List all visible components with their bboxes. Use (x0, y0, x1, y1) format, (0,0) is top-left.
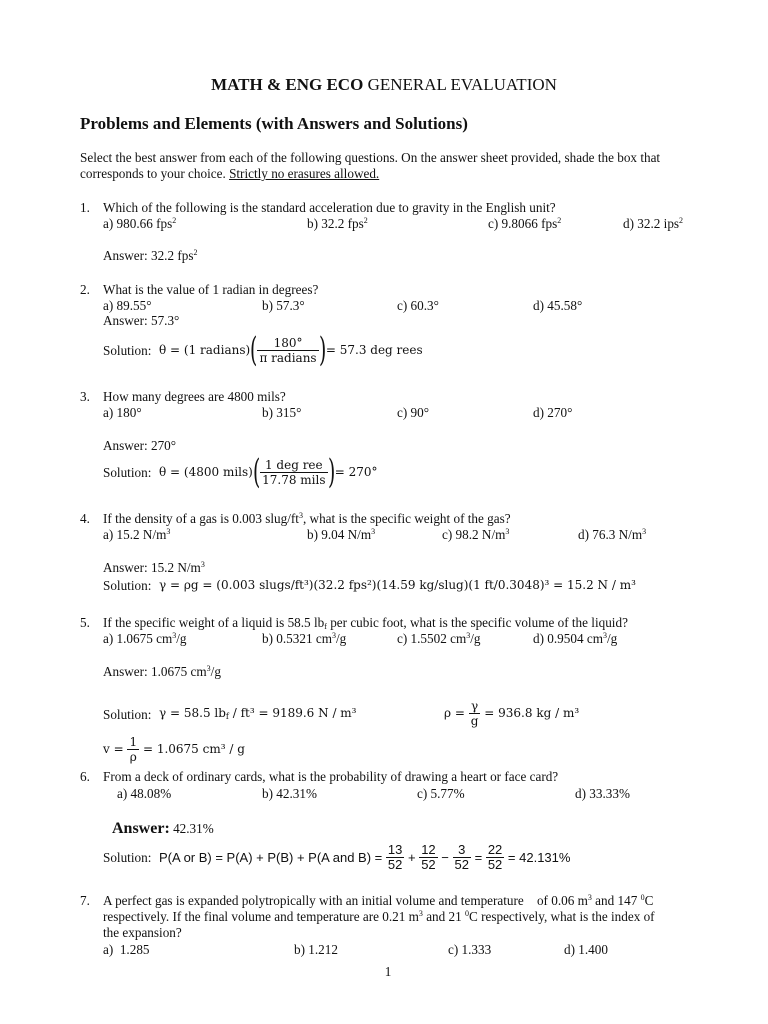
answer-line: Answer: 42.31% (112, 820, 214, 837)
question-number: 3. (80, 389, 90, 404)
question-number: 2. (80, 282, 90, 297)
option-a: a) 1.0675 $cm^3/g$ (103, 631, 187, 646)
solution-equation: γ = 58.5 $lb_f / ft^3 = 9189.6$ N / m³ (159, 706, 357, 721)
solution-equation: γ = ρg = (0.003 slugs/ft³)(32.2 fps²)(14.59 kg/slug)(1 ft/0.3048)³ = 15.2 N / m³ (159, 578, 636, 592)
question-text: From a deck of ordinary cards, what is the probability of drawing a heart or face card? (103, 769, 559, 784)
option-b: b) 315° (262, 405, 302, 420)
option-a: a) 180° (103, 405, 142, 420)
question-number: 6. (80, 769, 90, 784)
option-b: b) 9.04 $N/m^3$ (307, 527, 376, 542)
question-text-line-2: respectively. If the final volume and temperature are 0.21 $m^3$ and 21 $^0$C respectively, what is the index of (103, 909, 655, 924)
instructions-line-1: Select the best answer from each of the following questions. On the answer sheet provided, shade the box that (80, 150, 661, 165)
solution-equation: θ = (4800 mils) ( $\frac{\text{1 deg ree}}{\text{17.78 mils}}$ ) = 270° (159, 452, 378, 492)
density-equation: ρ = $\frac{\gamma}{g}$ = 936.8 kg / m³ (444, 698, 580, 728)
specific-volume-equation: v = $\frac{1}{\rho}$ = 1.0675 cm³ / g (103, 734, 245, 764)
question-number: 1. (80, 200, 90, 215)
solution-equation: P(A or B) = P(A) + P(B) + P(A and B) = $\frac{13}{52}$ + $\frac{12}{52}$ − $\frac{3}{52}$ = $\frac{22}{52}$ = 42.131% (159, 841, 571, 872)
answer-line: Answer: 15.2 $N/m^3$ (103, 560, 205, 575)
page-title: MATH & ENG ECO GENERAL EVALUATION (211, 75, 557, 94)
instructions-line-2: corresponds to your choice. Strictly no erasures allowed. (80, 166, 380, 181)
option-a: a) 89.55° (103, 298, 152, 313)
question-number: 7. (80, 893, 90, 908)
option-c: c) 5.77% (417, 786, 465, 801)
option-c: c) 90° (397, 405, 430, 420)
option-d: d) 32.2 ips$^2$ (623, 216, 684, 231)
option-d: d) 270° (533, 405, 573, 420)
answer-line: Answer: 57.3° (103, 313, 180, 328)
solution-label: Solution: (103, 343, 152, 358)
option-b: b) 57.3° (262, 298, 305, 313)
solution-label: Solution: (103, 465, 152, 480)
no-erasures-note: Strictly no erasures allowed. (229, 166, 380, 181)
option-a: a) 1.285 (103, 942, 150, 957)
question-text-line-3: the expansion? (103, 925, 182, 940)
option-d: d) 1.400 (564, 942, 608, 957)
question-text: How many degrees are 4800 mils? (103, 389, 286, 404)
question-text-line-1: A perfect gas is expanded polytropically with an initial volume and temperature of 0.06 $m^3$ and 147 $^0$C (103, 893, 654, 908)
option-b: b) 42.31% (262, 786, 317, 801)
solution-equation: θ = (1 radians) ( $\frac{180^\circ}{\text{π radians}}$ ) = 57.3 deg rees (159, 330, 423, 370)
answer-line: Answer: 270° (103, 438, 177, 453)
question-text: If the specific weight of a liquid is 58.5 $lb_f$ per cubic foot, what is the specific volume of the liquid? (103, 615, 628, 631)
solution-label: Solution: (103, 578, 152, 593)
solution-label: Solution: (103, 850, 152, 865)
answer-line: Answer: 32.2 fps$^2$ (103, 248, 198, 263)
option-a: a) 48.08% (117, 786, 172, 801)
option-a: a) 15.2 $N/m^3$ (103, 527, 171, 542)
question-text: Which of the following is the standard acceleration due to gravity in the English unit? (103, 200, 556, 215)
question-text: If the density of a gas is 0.003 slug/$ft^3$, what is the specific weight of the gas? (103, 511, 511, 526)
option-a: a) 980.66 fps$^2$ (103, 216, 177, 231)
answer-line: Answer: 1.0675 $cm^3/g$ (103, 664, 221, 679)
option-c: c) 98.2 $N/m^3$ (442, 527, 510, 542)
solution-label: Solution: (103, 707, 152, 722)
option-b: b) 0.5321 $cm^3/g$ (262, 631, 347, 646)
option-d: d) 45.58° (533, 298, 583, 313)
option-c: c) 1.5502 $cm^3/g$ (397, 631, 481, 646)
option-d: d) 0.9504 $cm^3/g$ (533, 631, 618, 646)
option-d: d) 76.3 $N/m^3$ (578, 527, 647, 542)
question-text: What is the value of 1 radian in degrees? (103, 282, 319, 297)
option-b: b) 1.212 (294, 942, 338, 957)
option-b: b) 32.2 fps$^2$ (307, 216, 368, 231)
page-subtitle: Problems and Elements (with Answers and Solutions) (80, 114, 468, 133)
question-number: 4. (80, 511, 90, 526)
page-number: 1 (384, 964, 392, 979)
option-d: d) 33.33% (575, 786, 630, 801)
option-c: c) 60.3° (397, 298, 439, 313)
option-c: c) 9.8066 fps$^2$ (488, 216, 562, 231)
option-c: c) 1.333 (448, 942, 492, 957)
question-number: 5. (80, 615, 90, 630)
